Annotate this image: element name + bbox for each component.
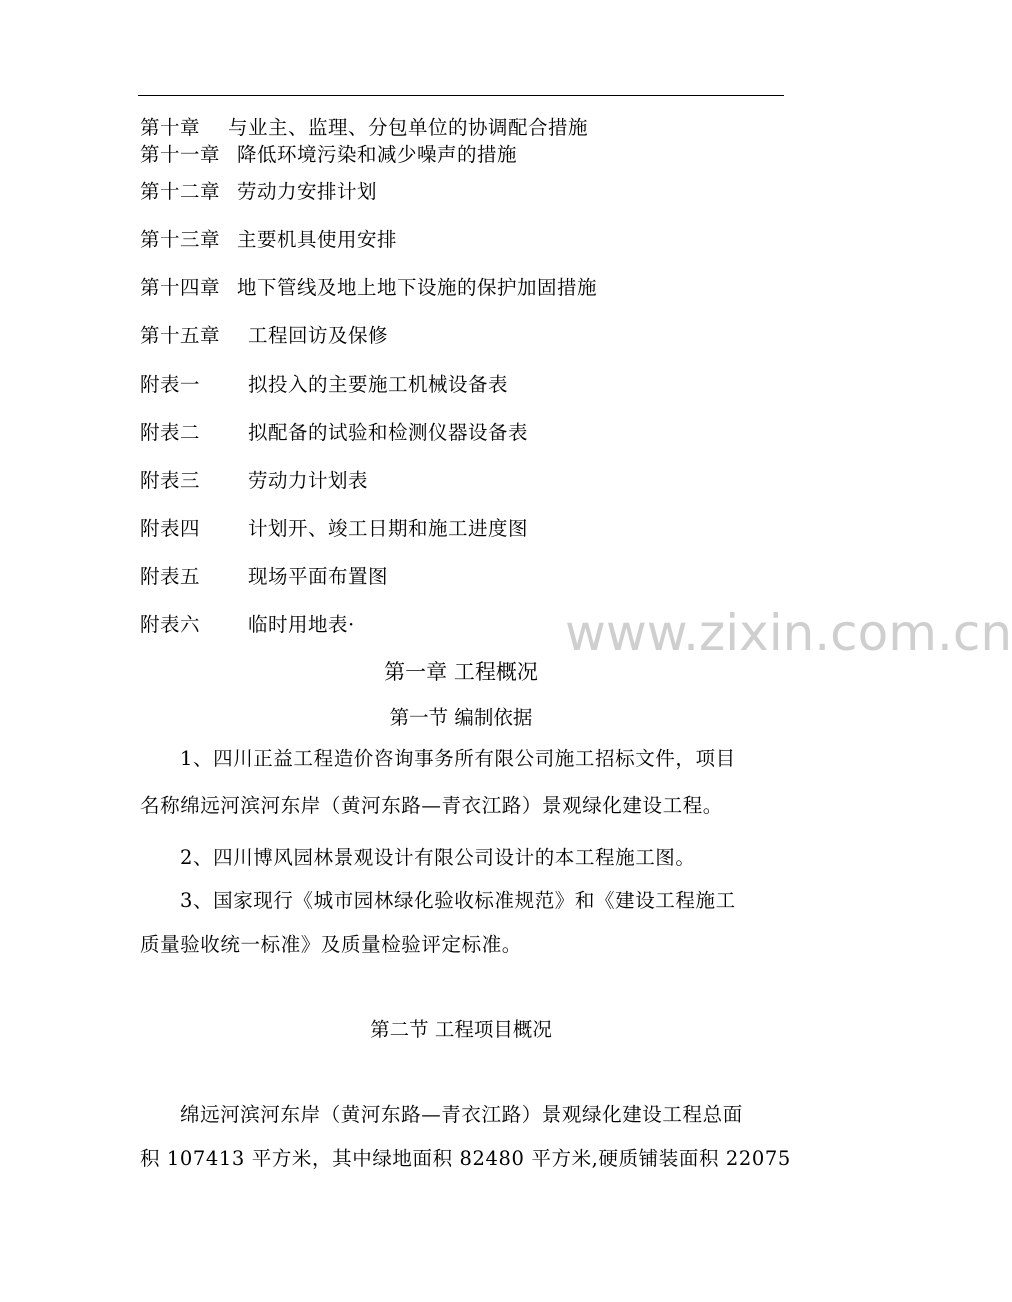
section-title: 第二节 工程项目概况	[370, 1018, 552, 1041]
toc-appendix-5	[140, 561, 388, 589]
toc-appendix-2	[140, 417, 528, 445]
chapter-title: 第一章 工程概况	[384, 660, 538, 684]
header-rule	[138, 95, 784, 96]
toc-label: 第十五章	[140, 324, 221, 347]
toc-appendix-1	[140, 369, 508, 397]
watermark: www.zixin.com.cn	[565, 604, 1012, 662]
toc-label: 附表五	[140, 565, 201, 588]
toc-chapter-14	[140, 272, 597, 300]
toc-title: 与业主、监理、分包单位的协调配合措施	[228, 116, 589, 139]
toc-label: 附表三	[140, 469, 201, 492]
toc-label: 第十一章	[140, 143, 221, 166]
paragraph-line: 积 107413 平方米，其中绿地面积 82480 平方米,硬质铺装面积 22075	[140, 1147, 791, 1170]
toc-chapter-11	[140, 139, 517, 167]
toc-appendix-3	[140, 465, 368, 493]
toc-chapter-12	[140, 176, 377, 204]
paragraph-line: 1、四川正益工程造价咨询事务所有限公司施工招标文件，项目	[180, 747, 736, 770]
toc-appendix-4	[140, 513, 528, 541]
toc-label: 附表二	[140, 421, 201, 444]
paragraph-line: 3、国家现行《城市园林绿化验收标准规范》和《建设工程施工	[180, 889, 736, 912]
toc-title: 降低环境污染和减少噪声的措施	[237, 143, 518, 166]
toc-title: 拟配备的试验和检测仪器设备表	[248, 421, 529, 444]
toc-chapter-15	[140, 320, 388, 348]
toc-label: 附表一	[140, 373, 201, 396]
paragraph-line: 2、四川博风园林景观设计有限公司设计的本工程施工图。	[180, 846, 696, 869]
toc-appendix-6	[140, 609, 355, 637]
toc-title: 地下管线及地上地下设施的保护加固措施	[237, 276, 598, 299]
toc-label: 第十三章	[140, 228, 221, 251]
toc-title: 拟投入的主要施工机械设备表	[248, 373, 509, 396]
paragraph-line: 名称绵远河滨河东岸（黄河东路—青衣江路）景观绿化建设工程。	[140, 794, 723, 817]
toc-title: 工程回访及保修	[248, 324, 389, 347]
toc-label: 第十四章	[140, 276, 221, 299]
section-title: 第一节 编制依据	[389, 706, 533, 729]
toc-label: 附表四	[140, 517, 201, 540]
paragraph-line: 质量验收统一标准》及质量检验评定标准。	[140, 933, 522, 956]
toc-title: 劳动力计划表	[248, 469, 369, 492]
toc-label: 第十章	[140, 116, 201, 139]
toc-label: 附表六	[140, 613, 201, 636]
paragraph-line: 绵远河滨河东岸（黄河东路—青衣江路）景观绿化建设工程总面	[180, 1103, 743, 1126]
toc-label: 第十二章	[140, 180, 221, 203]
toc-chapter-10	[140, 112, 588, 140]
toc-title: 临时用地表·	[248, 613, 355, 636]
toc-title: 现场平面布置图	[248, 565, 389, 588]
toc-title: 劳动力安排计划	[237, 180, 378, 203]
toc-title: 主要机具使用安排	[237, 228, 398, 251]
toc-title: 计划开、竣工日期和施工进度图	[248, 517, 529, 540]
toc-chapter-13	[140, 224, 397, 252]
